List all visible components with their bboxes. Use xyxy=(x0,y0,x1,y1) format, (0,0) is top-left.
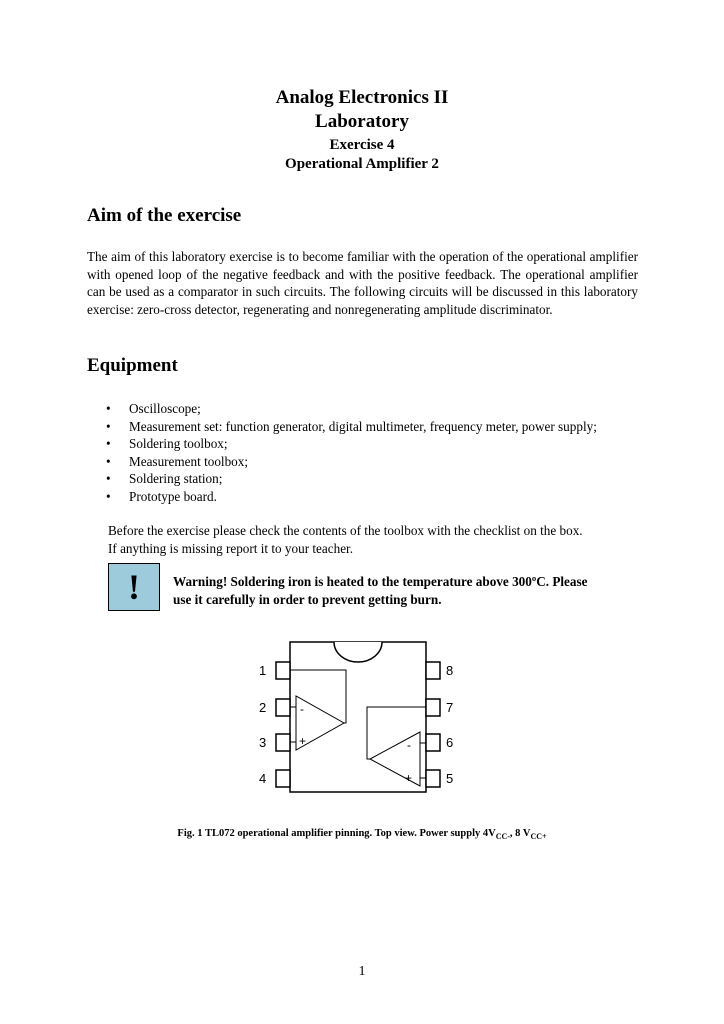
opamp-a-output-wire xyxy=(290,670,346,723)
toolbox-note-line1: Before the exercise please check the contents of the toolbox with the checklist on the box. xyxy=(108,523,583,538)
exercise-number: Exercise 4 xyxy=(329,137,395,153)
pin-4-label: 4 xyxy=(259,771,267,786)
pin-3-label: 3 xyxy=(259,735,267,750)
list-item: • Oscilloscope; xyxy=(106,401,201,416)
list-item: • Measurement toolbox; xyxy=(106,453,249,469)
bullet-icon: • xyxy=(106,471,111,486)
toolbox-note xyxy=(108,522,648,557)
pin-3-lead xyxy=(276,734,290,751)
pin-8-label: 8 xyxy=(446,663,454,678)
pin-2-label: 2 xyxy=(259,700,267,715)
opamp-b-plus-label: + xyxy=(405,771,413,785)
pin-1-label: 1 xyxy=(259,663,267,678)
list-item: • Soldering station; xyxy=(106,471,223,486)
title-block xyxy=(0,86,724,174)
list-item: • Soldering toolbox; xyxy=(106,436,228,451)
opamp-a-plus-label: + xyxy=(299,734,307,748)
warning-text-line1: Warning! Soldering iron is heated to the temperature above 300ºC. Please xyxy=(173,574,588,589)
list-item: • Prototype board. xyxy=(106,488,217,504)
equipment-heading: Equipment xyxy=(87,355,178,376)
document-title: Analog Electronics II xyxy=(275,87,449,108)
figure-caption: Fig. 1 TL072 operational amplifier pinning. Top view. Power supply $4V_{CC-}$, 8 $V_{CC+}$ xyxy=(177,828,547,842)
opamp-b-symbol xyxy=(370,732,420,786)
list-item: • Measurement set: function generator, digital multimeter, frequency meter, power supply; xyxy=(106,418,597,434)
pin-2-lead xyxy=(276,699,290,716)
chip-body xyxy=(290,642,426,792)
equipment-list xyxy=(87,400,638,505)
toolbox-note-line2: If anything is missing report it to your teacher. xyxy=(108,540,354,556)
pin-7-label: 7 xyxy=(446,700,454,715)
aim-heading: Aim of the exercise xyxy=(87,205,242,226)
pin-6-label: 6 xyxy=(446,735,454,750)
chip-notch xyxy=(334,642,382,662)
pin-5-label: 5 xyxy=(446,771,454,786)
bullet-icon: • xyxy=(106,453,111,469)
tl072-pinout-diagram xyxy=(250,640,470,800)
opamp-b-minus-label: - xyxy=(407,738,411,752)
bullet-icon: • xyxy=(106,401,111,416)
warning-text xyxy=(173,573,641,609)
aim-paragraph: The aim of this laboratory exercise is to become familiar with the operation of the operational amplifier with opened loop of the negative feedback and with the positive feedback. The operational amplifier can be used as a comparator in such circuits. The following circuits will be discussed in this laboratory exercise: zero-cross detector, regenerating and nonregenerating amplitude discriminator. xyxy=(87,249,638,317)
pin-7-lead xyxy=(426,699,440,716)
pin-1-lead xyxy=(276,662,290,679)
bullet-icon: • xyxy=(106,436,111,451)
pin-4-lead xyxy=(276,770,290,787)
exercise-subtitle: Operational Amplifier 2 xyxy=(285,156,439,172)
bullet-icon: • xyxy=(106,418,111,434)
warning-icon xyxy=(108,563,160,611)
pin-5-lead xyxy=(426,770,440,787)
page-number: 1 xyxy=(358,964,366,979)
warning-symbol: ! xyxy=(128,567,140,607)
warning-text-line2: use it carefully in order to prevent getting burn. xyxy=(173,592,442,607)
pin-6-lead xyxy=(426,734,440,751)
bullet-icon: • xyxy=(106,488,111,504)
opamp-a-minus-label: - xyxy=(300,702,304,716)
pin-8-lead xyxy=(426,662,440,679)
document-title-line2: Laboratory xyxy=(315,111,409,132)
